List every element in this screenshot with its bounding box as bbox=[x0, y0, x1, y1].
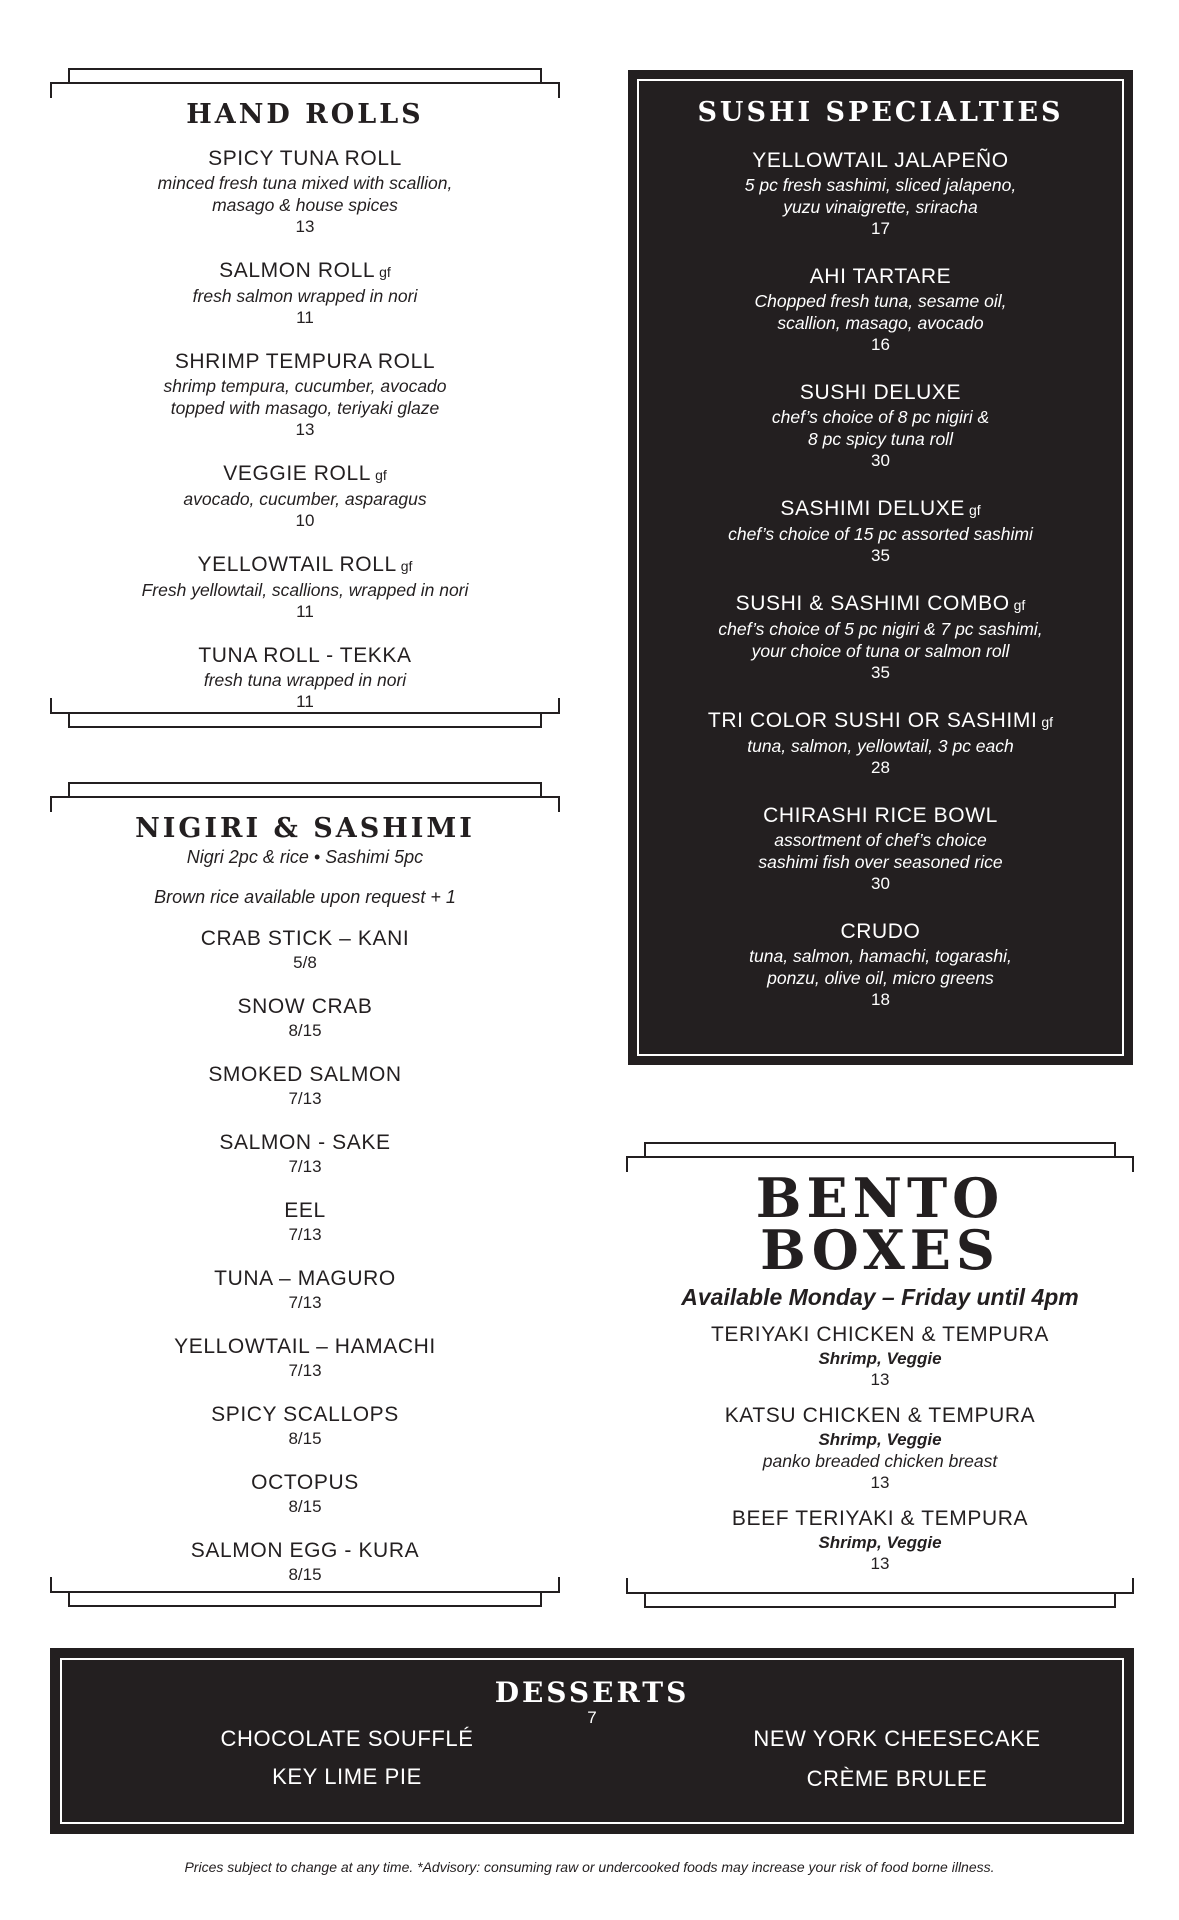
menu-item-price: 30 bbox=[871, 874, 890, 893]
menu-item-options: Shrimp, Veggie bbox=[818, 1430, 942, 1449]
menu-item-description: chef’s choice of 8 pc nigiri & bbox=[771, 407, 990, 427]
menu-item-price: 11 bbox=[296, 308, 314, 327]
menu-item-name-row bbox=[626, 1403, 1134, 1429]
menu-item bbox=[648, 803, 1113, 895]
menu-item-price: 13 bbox=[870, 1370, 890, 1389]
menu-item-description: shrimp tempura, cucumber, avocado bbox=[163, 376, 447, 396]
menu-item-price: 7/13 bbox=[288, 1157, 322, 1176]
menu-item-name: SHRIMP TEMPURA ROLL bbox=[174, 350, 436, 373]
menu-item-name: CRAB STICK – KANI bbox=[200, 927, 410, 950]
menu-item-price: 8/15 bbox=[288, 1021, 322, 1040]
menu-item-name-row bbox=[648, 264, 1113, 290]
menu-item-name-row bbox=[50, 552, 560, 579]
menu-item-price: 13 bbox=[295, 420, 315, 439]
menu-item-name-row bbox=[50, 146, 560, 172]
menu-item bbox=[50, 1198, 560, 1246]
menu-item-name-row bbox=[50, 258, 560, 285]
menu-item-description: masago & house spices bbox=[212, 195, 398, 215]
menu-item-price: 13 bbox=[870, 1554, 890, 1573]
menu-item-price: 7/13 bbox=[288, 1225, 322, 1244]
gluten-free-tag: gf bbox=[375, 467, 387, 483]
menu-item-name: SALMON EGG - KURA bbox=[190, 1539, 420, 1562]
menu-item-name: YELLOWTAIL JALAPEÑO bbox=[752, 149, 1009, 172]
menu-item-name-row bbox=[50, 994, 560, 1020]
menu-item bbox=[626, 1403, 1134, 1494]
dessert-item: KEY LIME PIE bbox=[272, 1764, 422, 1789]
menu-item-description: assortment of chef’s choice bbox=[774, 830, 987, 850]
menu-item-name: CRUDO bbox=[840, 920, 921, 943]
menu-item-name-row bbox=[50, 1266, 560, 1292]
menu-item bbox=[648, 264, 1113, 356]
top-frame-bracket bbox=[50, 782, 560, 814]
menu-item-name-row bbox=[648, 803, 1113, 829]
menu-item-name-row bbox=[50, 1198, 560, 1224]
menu-item-name-row bbox=[50, 1130, 560, 1156]
menu-item-name: SALMON ROLL bbox=[219, 259, 376, 282]
menu-item-name-row bbox=[626, 1322, 1134, 1348]
desserts-heading: DESSERTS bbox=[494, 1676, 690, 1709]
menu-item-name-row bbox=[50, 349, 560, 375]
menu-item-price: 5/8 bbox=[293, 953, 317, 972]
menu-item bbox=[50, 643, 560, 713]
menu-item bbox=[648, 148, 1113, 240]
menu-item-description: yuzu vinaigrette, sriracha bbox=[783, 197, 978, 217]
menu-item-price: 35 bbox=[871, 546, 890, 565]
menu-item-name: TERIYAKI CHICKEN & TEMPURA bbox=[710, 1323, 1050, 1346]
menu-item-name-row bbox=[50, 1470, 560, 1496]
menu-item bbox=[50, 994, 560, 1042]
menu-item bbox=[50, 926, 560, 974]
menu-item-description: minced fresh tuna mixed with scallion, bbox=[157, 173, 453, 193]
menu-item-name: EEL bbox=[284, 1199, 326, 1222]
menu-item bbox=[50, 1470, 560, 1518]
menu-item-name-row bbox=[50, 926, 560, 952]
menu-item-description: panko breaded chicken breast bbox=[762, 1451, 998, 1471]
menu-item-description: scallion, masago, avocado bbox=[777, 313, 984, 333]
gluten-free-tag: gf bbox=[400, 558, 413, 574]
menu-item-price: 7/13 bbox=[288, 1293, 322, 1312]
menu-item bbox=[648, 496, 1113, 567]
menu-item-name-row bbox=[648, 148, 1113, 174]
menu-item bbox=[50, 1062, 560, 1110]
nigiri-heading: NIGIRI & SASHIMI bbox=[135, 813, 475, 844]
menu-item-name-row bbox=[648, 591, 1113, 618]
menu-item bbox=[648, 919, 1113, 1011]
menu-item-name: TRI COLOR SUSHI OR SASHIMI bbox=[707, 709, 1038, 732]
menu-item-description: 8 pc spicy tuna roll bbox=[808, 429, 953, 449]
menu-item-description: fresh salmon wrapped in nori bbox=[192, 286, 418, 306]
menu-item bbox=[648, 591, 1113, 684]
menu-item-name: BEEF TERIYAKI & TEMPURA bbox=[731, 1507, 1029, 1530]
menu-item-description: tuna, salmon, yellowtail, 3 pc each bbox=[747, 736, 1014, 756]
menu-item-description: chef’s choice of 15 pc assorted sashimi bbox=[728, 524, 1033, 544]
menu-item-name: SNOW CRAB bbox=[237, 995, 373, 1018]
menu-item bbox=[648, 708, 1113, 779]
nigiri-list bbox=[50, 926, 560, 1586]
menu-item-name-row bbox=[50, 643, 560, 669]
menu-item-name: SPICY SCALLOPS bbox=[211, 1403, 399, 1426]
menu-item bbox=[626, 1322, 1134, 1391]
menu-item-price: 8/15 bbox=[288, 1497, 322, 1516]
menu-item-price: 8/15 bbox=[288, 1429, 322, 1448]
menu-item-description: ponzu, olive oil, micro greens bbox=[767, 968, 994, 988]
menu-item-description: topped with masago, teriyaki glaze bbox=[170, 398, 440, 418]
menu-item-price: 7/13 bbox=[288, 1361, 322, 1380]
menu-item-name: SUSHI & SASHIMI COMBO bbox=[735, 592, 1010, 615]
gluten-free-tag: gf bbox=[968, 502, 981, 518]
bento-heading-line1: BENTO bbox=[755, 1166, 1005, 1230]
menu-item-price: 13 bbox=[870, 1473, 890, 1492]
desserts-price: 7 bbox=[587, 1708, 597, 1727]
menu-item-name: AHI TARTARE bbox=[809, 265, 952, 288]
menu-item bbox=[626, 1506, 1134, 1575]
menu-item-price: 10 bbox=[295, 511, 315, 530]
specialties-heading: SUSHI SPECIALTIES bbox=[697, 97, 1064, 128]
menu-item-name: YELLOWTAIL – HAMACHI bbox=[174, 1335, 436, 1358]
bento-availability: Available Monday – Friday until 4pm bbox=[681, 1284, 1079, 1310]
menu-item-name-row bbox=[50, 1402, 560, 1428]
menu-item bbox=[50, 1402, 560, 1450]
menu-item-name: SPICY TUNA ROLL bbox=[208, 147, 402, 170]
brown-rice-note: Brown rice available upon request + 1 bbox=[154, 887, 456, 907]
menu-item bbox=[50, 1334, 560, 1382]
menu-item-name: CHIRASHI RICE BOWL bbox=[763, 804, 998, 827]
menu-item-name-row bbox=[648, 496, 1113, 523]
menu-item-name: KATSU CHICKEN & TEMPURA bbox=[724, 1404, 1036, 1427]
dessert-item: NEW YORK CHEESECAKE bbox=[753, 1726, 1041, 1751]
menu-item-description: avocado, cucumber, asparagus bbox=[183, 489, 427, 509]
bento-boxes-section bbox=[626, 1142, 1134, 1608]
menu-item-options: Shrimp, Veggie bbox=[818, 1533, 942, 1552]
hand-rolls-heading: HAND ROLLS bbox=[186, 99, 424, 130]
menu-item-price: 7/13 bbox=[288, 1089, 322, 1108]
menu-item-price: 11 bbox=[296, 692, 314, 711]
menu-item bbox=[50, 349, 560, 441]
hand-rolls-section bbox=[50, 68, 560, 728]
bento-heading-line2: BOXES bbox=[760, 1218, 1000, 1282]
menu-item-price: 18 bbox=[871, 990, 890, 1009]
footer-disclaimer: Prices subject to change at any time. *Advisory: consuming raw or undercooked foods may increase your risk of food borne illness. bbox=[184, 1859, 995, 1875]
menu-item-name-row bbox=[626, 1506, 1134, 1532]
menu-item-name-row bbox=[648, 708, 1113, 735]
menu-item-name: SUSHI DELUXE bbox=[799, 381, 962, 404]
desserts-section bbox=[50, 1648, 1134, 1834]
menu-item-price: 30 bbox=[871, 451, 890, 470]
menu-item bbox=[50, 1130, 560, 1178]
gluten-free-tag: gf bbox=[379, 264, 391, 280]
menu-item-name-row bbox=[648, 380, 1113, 406]
menu-item-name: YELLOWTAIL ROLL bbox=[197, 553, 397, 576]
menu-item-price: 11 bbox=[296, 602, 314, 621]
menu-item-price: 17 bbox=[871, 219, 890, 238]
menu-item-price: 35 bbox=[871, 663, 890, 682]
dessert-item: CHOCOLATE SOUFFLÉ bbox=[220, 1726, 474, 1751]
menu-item-description: chef’s choice of 5 pc nigiri & 7 pc sashimi, bbox=[718, 619, 1043, 639]
dessert-item: CRÈME BRULEE bbox=[806, 1766, 988, 1791]
sushi-specialties-section bbox=[628, 70, 1133, 1065]
menu-item-name-row bbox=[50, 461, 560, 488]
menu-item-description: tuna, salmon, hamachi, togarashi, bbox=[749, 946, 1012, 966]
menu-item bbox=[50, 146, 560, 238]
menu-item bbox=[50, 1266, 560, 1314]
menu-item-name: TUNA – MAGURO bbox=[214, 1267, 396, 1290]
menu-item-price: 16 bbox=[871, 335, 890, 354]
menu-item bbox=[648, 380, 1113, 472]
menu-item-name: TUNA ROLL - TEKKA bbox=[198, 644, 412, 667]
bottom-frame-bracket bbox=[626, 1576, 1134, 1608]
menu-item-name: SMOKED SALMON bbox=[208, 1063, 402, 1086]
menu-item bbox=[50, 258, 560, 329]
menu-item-name: VEGGIE ROLL bbox=[223, 462, 372, 485]
gluten-free-tag: gf bbox=[1013, 597, 1026, 613]
menu-item-description: sashimi fish over seasoned rice bbox=[758, 852, 1003, 872]
top-frame-bracket bbox=[50, 68, 560, 100]
menu-item-description: Fresh yellowtail, scallions, wrapped in nori bbox=[141, 580, 469, 600]
menu-item-name-row bbox=[50, 1062, 560, 1088]
menu-item-name-row bbox=[648, 919, 1113, 945]
specialties-list bbox=[648, 148, 1113, 1011]
menu-item bbox=[50, 461, 560, 532]
menu-item-name: SASHIMI DELUXE bbox=[780, 497, 965, 520]
menu-item-name-row bbox=[50, 1334, 560, 1360]
menu-item-options: Shrimp, Veggie bbox=[818, 1349, 942, 1368]
bento-list bbox=[626, 1322, 1134, 1575]
menu-item-price: 28 bbox=[871, 758, 890, 777]
nigiri-sashimi-section bbox=[50, 782, 560, 1607]
menu-item-name: OCTOPUS bbox=[251, 1471, 359, 1494]
menu-item-name: SALMON - SAKE bbox=[219, 1131, 391, 1154]
menu-item-name-row bbox=[50, 1538, 560, 1564]
menu-item-price: 13 bbox=[295, 217, 315, 236]
menu-item-description: Chopped fresh tuna, sesame oil, bbox=[754, 291, 1007, 311]
menu-item-description: fresh tuna wrapped in nori bbox=[203, 670, 407, 690]
hand-rolls-list bbox=[50, 146, 560, 713]
menu-item-description: 5 pc fresh sashimi, sliced jalapeno, bbox=[744, 175, 1017, 195]
gluten-free-tag: gf bbox=[1041, 714, 1054, 730]
nigiri-portion-note: Nigri 2pc & rice • Sashimi 5pc bbox=[186, 847, 424, 867]
menu-item bbox=[50, 552, 560, 623]
menu-item-description: your choice of tuna or salmon roll bbox=[751, 641, 1010, 661]
menu-item bbox=[50, 1538, 560, 1586]
menu-item-price: 8/15 bbox=[288, 1565, 322, 1584]
